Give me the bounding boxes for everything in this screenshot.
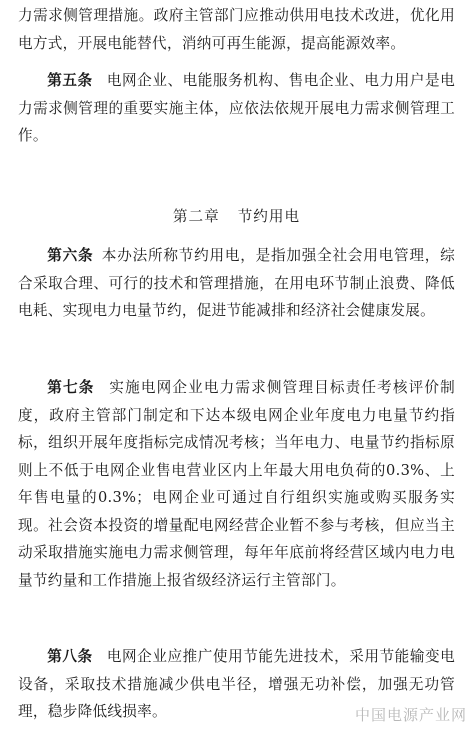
article-text: 实施电网企业电力需求侧管理目标责任考核评价制度，政府主管部门制定和下达本级电网企业年度电力电量节约指标，组织开展年度指标完成情况考核；当年电力、电量节约指标原则上不低于电网企业售电营业区内上年最大用电负荷的0.3%、上年售电量的0.3%；电网企业可通过自行组织实施或购买服务实现。社会资本投资的增量配电网经营企业暂不参与考核，但应当主动采取措施实施电力需求侧管理，每年年底前将经营区域内电力电量节约量和工作措施上报省级经济运行主管部门。 bbox=[18, 379, 455, 589]
article-label: 第七条 bbox=[47, 379, 95, 396]
article-text: 本办法所称节约用电，是指加强全社会用电管理，综合采取合理、可行的技术和管理措施，在用电环节制止浪费、降低电耗、实现电力电量节约，促进节能减排和经济社会健康发展。 bbox=[18, 247, 455, 319]
article-text: 电网企业应推广使用节能先进技术，采用节能输变电设备，采取技术措施减少供电半径，增强无功补偿，加强无功管理，稳步降低线损率。 bbox=[18, 648, 456, 720]
chapter-heading bbox=[0, 203, 473, 230]
article-6 bbox=[18, 242, 455, 325]
article-label: 第六条 bbox=[47, 247, 94, 264]
paragraph-text: 力需求侧管理措施。政府主管部门应推动供用电技术改进，优化用电方式，开展电能替代，消纳可再生能源，提高能源效率。 bbox=[18, 7, 455, 52]
article-label: 第八条 bbox=[47, 648, 93, 665]
chapter-number: 第二章 bbox=[172, 208, 220, 225]
site-watermark: 中国电源产业网 bbox=[354, 706, 467, 724]
paragraph-intro-tail bbox=[18, 2, 455, 57]
chapter-title: 节约用电 bbox=[237, 208, 301, 225]
article-7 bbox=[18, 374, 455, 594]
article-5 bbox=[18, 67, 455, 150]
article-label: 第五条 bbox=[47, 72, 93, 89]
article-text: 电网企业、电能服务机构、售电企业、电力用户是电力需求侧管理的重要实施主体，应依法依规开展电力需求侧管理工作。 bbox=[18, 72, 456, 144]
